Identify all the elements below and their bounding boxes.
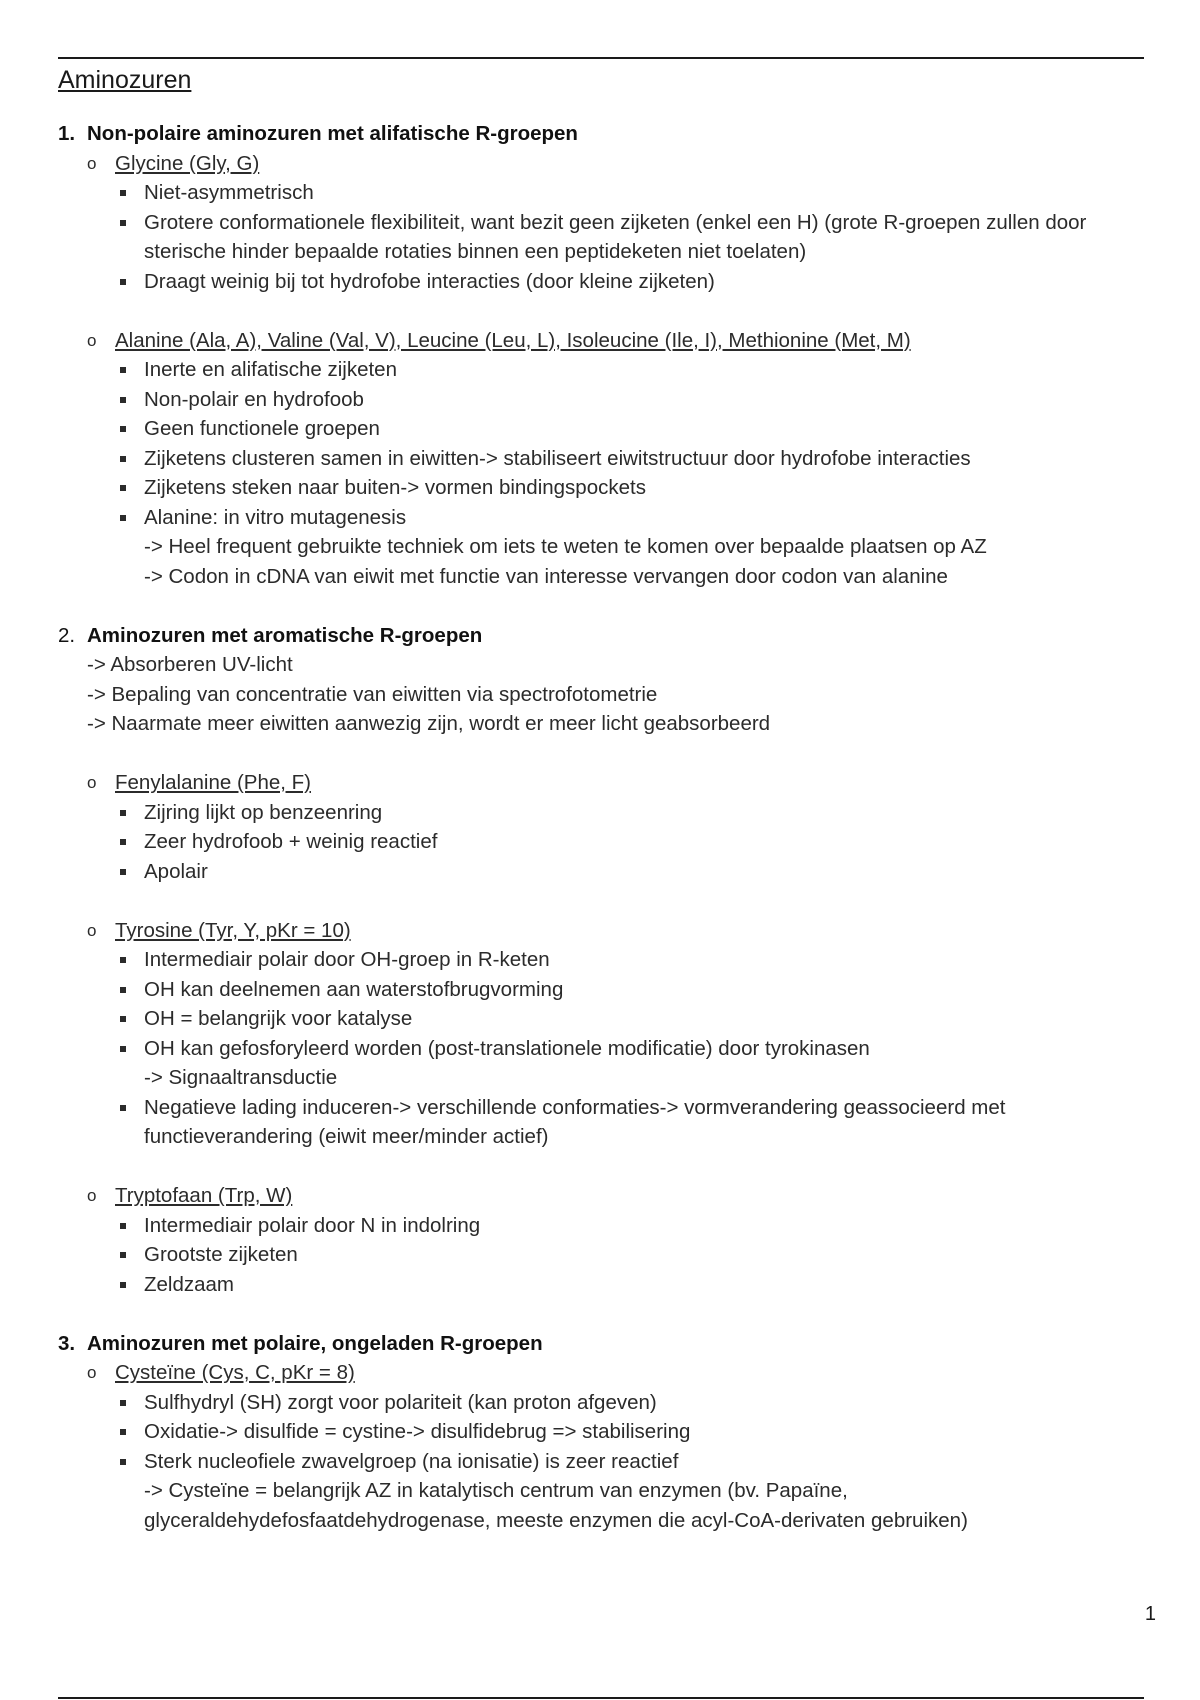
list-item-text: Zeldzaam: [144, 1272, 235, 1296]
list-item-text: Grootste zijketen: [144, 1243, 298, 1266]
square-bullet-icon: [120, 426, 126, 432]
square-bullet-icon: [120, 485, 126, 491]
square-bullet-icon: [120, 1046, 126, 1052]
subsection-tryptophan: [58, 1181, 1158, 1211]
section-number: 2.: [58, 623, 76, 647]
list-item-text: Niet-asymmetrisch: [144, 181, 314, 204]
list-item-text: Alanine: in vitro mutagenesis: [144, 505, 407, 529]
list-item: [58, 827, 1158, 857]
square-bullet-icon: [120, 190, 126, 196]
continuation-line: -> Heel frequent gebruikte techniek om iets te weten te komen over bepaalde plaatsen op AZ: [144, 535, 987, 558]
square-bullet-icon: [120, 1400, 126, 1406]
list-item: [58, 975, 1158, 1005]
list-item-text: Zijketens clusteren samen in eiwitten-> stabiliseert eiwitstructuur door hydrofobe interacties: [144, 446, 971, 470]
list-item-text: Intermediair polair door OH-groep in R-keten: [144, 948, 550, 971]
subsection-phenylalanine: [58, 768, 1158, 798]
spacer: [58, 296, 1158, 326]
list-item: [58, 1093, 1158, 1152]
section-number: 1.: [58, 122, 76, 145]
subsection-title: Cysteïne (Cys, C, pKr = 8): [115, 1361, 355, 1384]
square-bullet-icon: [120, 279, 126, 285]
square-bullet-icon: [120, 810, 126, 816]
list-item-text: Zijring lijkt op benzeenring: [144, 800, 383, 824]
bottom-rule: [58, 1697, 1144, 1699]
list-item-text: OH = belangrijk voor katalyse: [144, 1007, 413, 1030]
list-item-text: Zijketens steken naar buiten-> vormen bindingspockets: [144, 476, 646, 499]
spacer: [58, 886, 1158, 916]
circle-bullet-icon: o: [87, 1363, 97, 1382]
list-item: [58, 945, 1158, 975]
list-item: [58, 1388, 1158, 1418]
top-rule: [58, 57, 1144, 59]
square-bullet-icon: [120, 1105, 126, 1111]
list-item-text: Draagt weinig bij tot hydrofobe interacties (door kleine zijketen): [144, 269, 715, 293]
list-item: [58, 267, 1158, 297]
list-item: [58, 178, 1158, 208]
intro-line: -> Naarmate meer eiwitten aanwezig zijn, wordt er meer licht geabsorbeerd: [87, 712, 771, 735]
square-bullet-icon: [120, 456, 126, 462]
subsection-glycine: [58, 149, 1158, 179]
list-item: [58, 444, 1158, 474]
list-item: [58, 1240, 1158, 1270]
list-item: [58, 208, 1158, 267]
section-title: Aminozuren met aromatische R-groepen: [87, 623, 483, 647]
continuation-line: -> Cysteïne = belangrijk AZ in katalytisch centrum van enzymen (bv. Papaïne, glyceraldehydefosfaatdehydrogenase, meeste enzymen die acyl-CoA-derivaten gebruiken): [144, 1479, 968, 1532]
subsection-title: Glycine (Gly, G): [115, 151, 260, 175]
list-item-text: Sulfhydryl (SH) zorgt voor polariteit (kan proton afgeven): [144, 1390, 657, 1414]
subsection-tyrosine: [58, 916, 1158, 946]
list-item: [58, 857, 1158, 887]
continuation-line: -> Codon in cDNA van eiwit met functie van interesse vervangen door codon van alanine: [144, 564, 948, 588]
list-item: [58, 1270, 1158, 1300]
list-item-text: Geen functionele groepen: [144, 417, 380, 440]
section-title: Aminozuren met polaire, ongeladen R-groepen: [87, 1331, 543, 1355]
square-bullet-icon: [120, 1282, 126, 1288]
section-heading: [58, 621, 1158, 651]
list-item-text: Intermediair polair door N in indolring: [144, 1213, 481, 1237]
square-bullet-icon: [120, 220, 126, 226]
list-item: [58, 385, 1158, 415]
section-3: [58, 1329, 1158, 1536]
subsection-title: Tyrosine (Tyr, Y, pKr = 10): [115, 918, 351, 942]
spacer: [58, 1299, 1158, 1329]
spacer: [58, 1152, 1158, 1182]
subsection-title: Alanine (Ala, A), Valine (Val, V), Leucine (Leu, L), Isoleucine (Ile, I), Methionine (Met, M): [115, 328, 911, 352]
list-item-text: Sterk nucleofiele zwavelgroep (na ionisatie) is zeer reactief: [144, 1449, 679, 1473]
square-bullet-icon: [120, 1252, 126, 1258]
square-bullet-icon: [120, 1016, 126, 1022]
list-item-text: OH kan deelnemen aan waterstofbrugvorming: [144, 977, 564, 1001]
section-number: 3.: [58, 1331, 76, 1355]
square-bullet-icon: [120, 987, 126, 993]
list-item: [58, 473, 1158, 503]
spacer: [58, 739, 1158, 769]
circle-bullet-icon: o: [87, 330, 97, 350]
square-bullet-icon: [120, 869, 126, 875]
list-item: [58, 1034, 1158, 1064]
page-content: [58, 64, 1158, 1535]
page-title: Aminozuren: [58, 66, 192, 94]
section-heading: [58, 1329, 1158, 1359]
square-bullet-icon: [120, 1223, 126, 1229]
list-item-text: Negatieve lading induceren-> verschillende conformaties-> vormverandering geassocieerd met functieverandering (eiwit meer/minder actief): [144, 1095, 1006, 1148]
list-item: [58, 355, 1158, 385]
continuation-line: -> Signaaltransductie: [144, 1066, 338, 1089]
circle-bullet-icon: o: [87, 1186, 97, 1205]
list-item: [58, 1211, 1158, 1241]
list-item-text: Oxidatie-> disulfide = cystine-> disulfidebrug => stabilisering: [144, 1420, 691, 1443]
square-bullet-icon: [120, 1459, 126, 1465]
intro-line: -> Absorberen UV-licht: [87, 653, 293, 676]
intro-line: -> Bepaling van concentratie van eiwitten via spectrofotometrie: [87, 682, 658, 706]
list-item-text: Apolair: [144, 859, 208, 883]
square-bullet-icon: [120, 957, 126, 963]
section-2: [58, 621, 1158, 1300]
list-item: [58, 1417, 1158, 1447]
list-item-text: Inerte en alifatische zijketen: [144, 358, 397, 381]
square-bullet-icon: [120, 839, 126, 845]
list-item: [58, 798, 1158, 828]
subsection-alanine-group: [58, 326, 1158, 356]
subsection-title: Tryptofaan (Trp, W): [115, 1184, 293, 1207]
list-item-text: Zeer hydrofoob + weinig reactief: [144, 830, 438, 853]
list-item: [58, 414, 1158, 444]
section-title: Non-polaire aminozuren met alifatische R-groepen: [87, 122, 578, 145]
circle-bullet-icon: o: [87, 920, 97, 940]
list-item-text: Non-polair en hydrofoob: [144, 387, 364, 411]
list-item-text: OH kan gefosforyleerd worden (post-translationele modificatie) door tyrokinasen: [144, 1036, 870, 1060]
subsection-cysteine: [58, 1358, 1158, 1388]
section-1: [58, 119, 1158, 591]
list-item: [58, 503, 1158, 533]
circle-bullet-icon: o: [87, 773, 97, 792]
subsection-title: Fenylalanine (Phe, F): [115, 771, 311, 794]
page-number: 1: [1144, 1603, 1156, 1625]
list-item: [58, 1447, 1158, 1477]
square-bullet-icon: [120, 515, 126, 521]
circle-bullet-icon: o: [87, 153, 97, 173]
list-item: [58, 1004, 1158, 1034]
square-bullet-icon: [120, 1429, 126, 1435]
square-bullet-icon: [120, 397, 126, 403]
section-heading: [58, 119, 1158, 149]
square-bullet-icon: [120, 367, 126, 373]
list-item-text: Grotere conformationele flexibiliteit, want bezit geen zijketen (enkel een H) (grote R-groepen zullen door sterische hinder bepaalde rotaties binnen een peptideketen niet toelaten): [144, 210, 1087, 263]
spacer: [58, 591, 1158, 621]
